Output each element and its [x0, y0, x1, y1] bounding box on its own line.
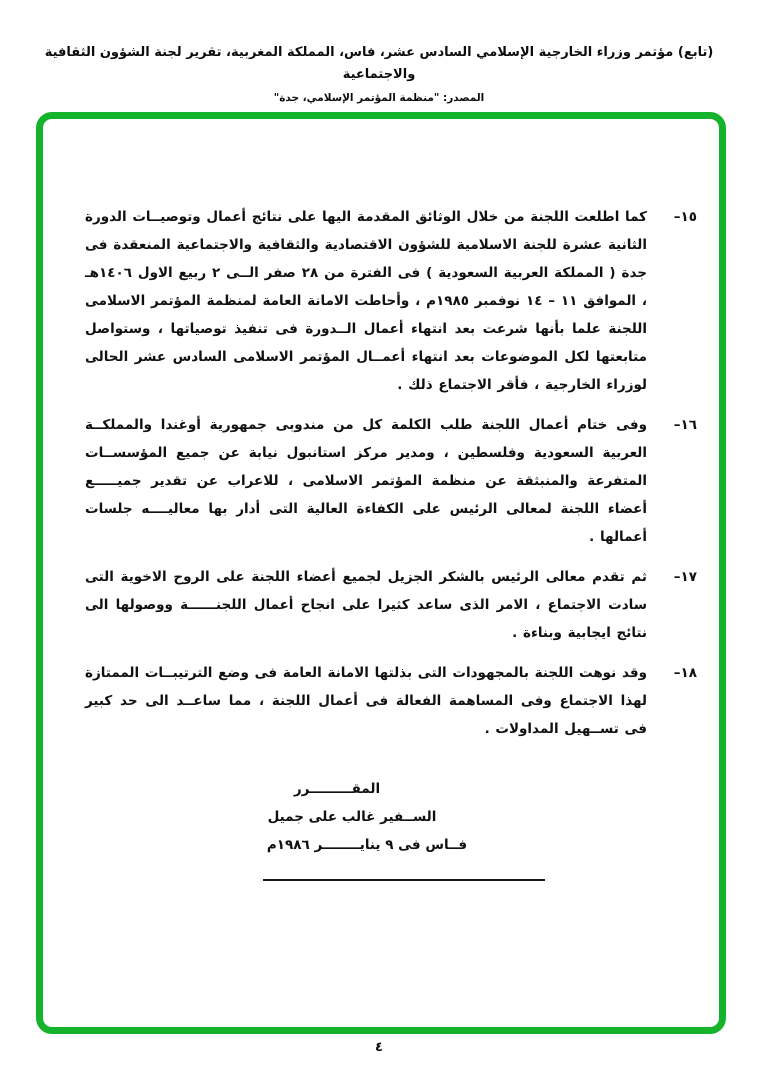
- paragraph-18: [85, 659, 697, 743]
- header-source-line: المصدر: "منظمة المؤتمر الإسلامي، جدة": [273, 92, 485, 104]
- signature-role: المقـــــــــرر: [293, 781, 381, 797]
- signature-place-date: فــاس فى ٩ ينايــــــــر ١٩٨٦م: [266, 837, 468, 853]
- page-number: ٤: [375, 1040, 383, 1055]
- paragraph-text: ثم تقدم معالى الرئيس بالشكر الجزيل لجميع أعضاء اللجنة على الروح الاخوية التى سادت الاجتماع ، الامر الذى ساعد كثيرا على انجاح أعمال اللجنــــــة ووصولها الى نتائج ايجابية وبناءة .: [85, 569, 647, 641]
- document-header: [0, 42, 758, 104]
- paragraph-text: كما اطلعت اللجنة من خلال الوثائق المقدمة اليها على نتائج أعمال وتوصيــات الدورة الثانية عشرة للجنة الاسلامية للشؤون الاقتصادية والثقافية والاجتماعية المنعقدة فى جدة ( المملكة العربية السعودية ) فى الفترة من ٢٨ صفر الــى ٢ ربيع الاول ١٤٠٦هـ ، الموافق ١١ – ١٤ نوفمبر ١٩٨٥م ، وأحاطت الامانة العامة لمنظمة المؤتمر الاسلامى اللجنة علما بأنها شرعت بعد انتهاء أعمال الــدورة فى تنفيذ توصياتها ، وستواصل متابعتها لكل الموضوعات بعد انتهاء أعمــال المؤتمر الاسلامى السادس عشر الحالى لوزراء الخارجية ، فأقر الاجتماع ذلك .: [85, 209, 648, 393]
- document-body: [43, 119, 719, 881]
- paragraph-number: ١٧–: [673, 569, 697, 585]
- paragraph-16: [85, 411, 697, 551]
- signature-divider-line: [263, 879, 545, 881]
- paragraph-17: [85, 563, 697, 647]
- paragraph-15: [85, 203, 697, 399]
- paragraph-text: وفى ختام أعمال اللجنة طلب الكلمة كل من مندوبى جمهورية أوغندا والمملكــة العربية السعودية وفلسطين ، ومدير مركز استانبول نيابة عن جميع المؤسســات المتفرعة والمنبثقة عن منظمة المؤتمر الاسلامى ، للاعراب عن تقدير جميـــــع أعضاء اللجنة لمعالى الرئيس على الكفاءة العالية التى أدار بها معاليــــه جلسات أعمالها .: [85, 417, 647, 545]
- paragraph-number: ١٦–: [673, 417, 697, 433]
- header-title: (تابع) مؤتمر وزراء الخارجية الإسلامي السادس عشر، فاس، المملكة المغربية، تقرير لجنة الشؤون الثقافية والاجتماعية: [44, 45, 714, 82]
- signature-block: [222, 775, 512, 859]
- signature-name: الســفير غالب على جميل: [267, 809, 437, 825]
- paragraph-text: وقد نوهت اللجنة بالمجهودات التى بذلتها الامانة العامة فى وضع الترتيبــات الممتازة لهذا الاجتماع وفى المساهمة الفعالة فى أعمال اللجنة ، مما ساعــد الى حد كبير فى تســهيل المداولات .: [85, 665, 647, 737]
- green-border-frame: [36, 112, 726, 1034]
- paragraph-number: ١٥–: [673, 209, 697, 225]
- paragraph-number: ١٨–: [673, 665, 697, 681]
